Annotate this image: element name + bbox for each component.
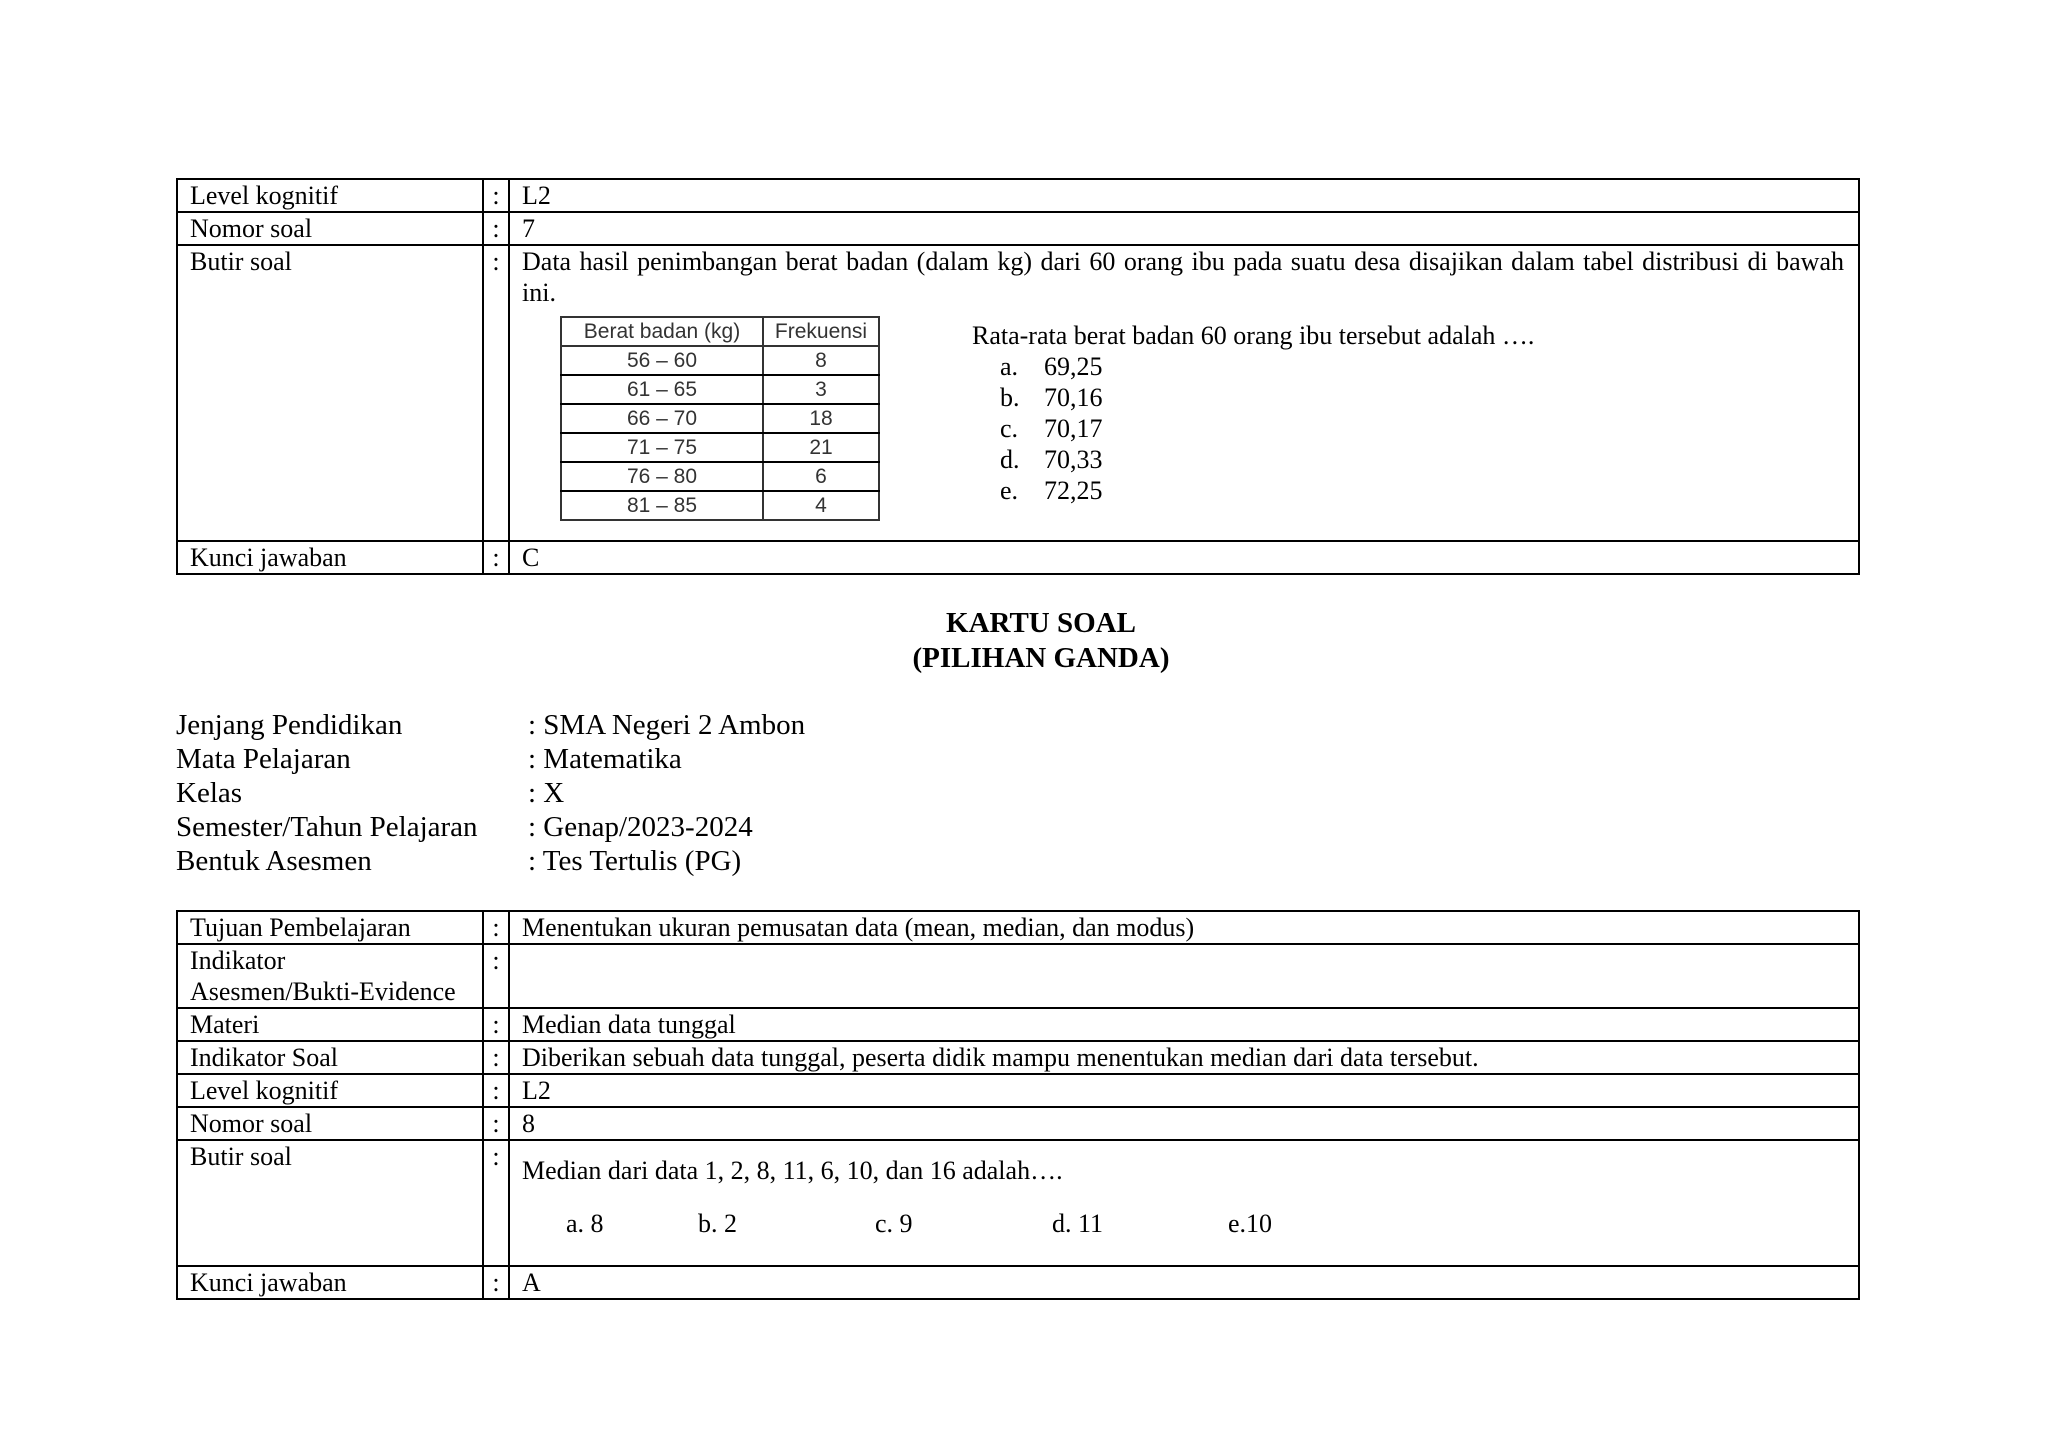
card-meta — [176, 708, 805, 878]
row-label: Nomor soal — [177, 212, 483, 245]
header-frekuensi: Frekuensi — [763, 317, 879, 346]
answer-options — [972, 320, 1534, 506]
option-letter: d. — [1000, 445, 1020, 474]
row-level-kognitif — [177, 179, 1859, 212]
table-row — [561, 346, 879, 375]
option-text: 70,16 — [1044, 383, 1103, 412]
table-cell: 21 — [763, 433, 879, 462]
option-c — [972, 413, 1534, 444]
row-value: L2 — [509, 179, 1859, 212]
row-label: Level kognitif — [177, 179, 483, 212]
option-text: 70,33 — [1044, 445, 1103, 474]
row-value: 8 — [509, 1107, 1859, 1140]
table-row — [561, 462, 879, 491]
card-subtitle: (PILIHAN GANDA) — [912, 642, 1170, 674]
question-prompt: Rata-rata berat badan 60 orang ibu tersebut adalah …. — [972, 321, 1535, 350]
meta-key: Semester/Tahun Pelajaran — [176, 811, 478, 843]
meta-row — [176, 844, 805, 878]
meta-row — [176, 742, 805, 776]
row-kunci-jawaban — [177, 1266, 1859, 1299]
table-row — [561, 433, 879, 462]
row-label: Butir soal — [177, 1140, 483, 1266]
row-value: 7 — [509, 212, 1859, 245]
table-cell: 8 — [763, 346, 879, 375]
row-tujuan-pembelajaran — [177, 911, 1859, 944]
meta-value: : Tes Tertulis (PG) — [528, 845, 742, 877]
row-indikator-asesmen — [177, 944, 1859, 1008]
header-berat-badan: Berat badan (kg) — [561, 317, 763, 346]
question-card-7 — [176, 178, 1860, 575]
table-cell: 4 — [763, 491, 879, 520]
option-d — [972, 444, 1534, 475]
table-cell: 61 – 65 — [561, 375, 763, 404]
row-colon: : — [483, 1008, 509, 1041]
meta-key: Kelas — [176, 777, 243, 809]
row-butir-soal — [177, 1140, 1859, 1266]
row-colon: : — [483, 1074, 509, 1107]
row-label: Indikator Soal — [177, 1041, 483, 1074]
meta-value: : Matematika — [528, 743, 682, 775]
table-cell: 18 — [763, 404, 879, 433]
option-letter: b. — [1000, 383, 1020, 412]
row-kunci-jawaban — [177, 541, 1859, 574]
row-value: A — [509, 1266, 1859, 1299]
option-e: e.10 — [1228, 1209, 1273, 1238]
question-body — [509, 245, 1859, 541]
row-colon: : — [483, 944, 509, 1008]
row-colon: : — [483, 245, 509, 541]
row-value: L2 — [509, 1074, 1859, 1107]
option-text: 70,17 — [1044, 414, 1103, 443]
row-label: Nomor soal — [177, 1107, 483, 1140]
question-card-8 — [176, 910, 1860, 1300]
meta-value: : Genap/2023-2024 — [528, 811, 753, 843]
row-colon: : — [483, 1107, 509, 1140]
row-label: Materi — [177, 1008, 483, 1041]
row-label-line: Asesmen/Bukti-Evidence — [190, 977, 456, 1006]
option-b — [972, 382, 1534, 413]
option-a: a. 8 — [566, 1209, 604, 1238]
row-value: Median data tunggal — [509, 1008, 1859, 1041]
row-colon: : — [483, 212, 509, 245]
question-body — [509, 1140, 1859, 1266]
row-colon: : — [483, 1041, 509, 1074]
question-text: Data hasil penimbangan berat badan (dalam kg) dari 60 orang ibu pada suatu desa disajikan dalam tabel distribusi di bawah ini. — [522, 247, 1844, 307]
row-label-line: Indikator — [190, 946, 286, 975]
row-colon: : — [483, 911, 509, 944]
row-colon: : — [483, 1266, 509, 1299]
row-value — [509, 944, 1859, 1008]
row-value: C — [509, 541, 1859, 574]
row-colon: : — [483, 1140, 509, 1266]
table-cell: 81 – 85 — [561, 491, 763, 520]
table-cell: 56 – 60 — [561, 346, 763, 375]
row-colon: : — [483, 541, 509, 574]
row-materi — [177, 1008, 1859, 1041]
table-cell: 71 – 75 — [561, 433, 763, 462]
option-a — [972, 351, 1534, 382]
row-nomor-soal — [177, 212, 1859, 245]
table-cell: 66 – 70 — [561, 404, 763, 433]
option-letter: e. — [1000, 476, 1019, 505]
meta-value: : SMA Negeri 2 Ambon — [528, 709, 806, 741]
meta-key: Bentuk Asesmen — [176, 845, 372, 877]
row-label: Kunci jawaban — [177, 1266, 483, 1299]
row-indikator-soal — [177, 1041, 1859, 1074]
option-text: 69,25 — [1044, 352, 1103, 381]
row-label: Butir soal — [177, 245, 483, 541]
meta-key: Jenjang Pendidikan — [176, 709, 403, 741]
answer-options — [522, 1198, 1844, 1258]
row-value: Diberikan sebuah data tunggal, peserta didik mampu menentukan median dari data tersebut. — [509, 1041, 1859, 1074]
option-b: b. 2 — [698, 1209, 737, 1238]
table-cell: 6 — [763, 462, 879, 491]
meta-row — [176, 810, 805, 844]
table-row — [561, 375, 879, 404]
option-text: 72,25 — [1044, 476, 1103, 505]
row-value: Menentukan ukuran pemusatan data (mean, median, dan modus) — [509, 911, 1859, 944]
table-row — [561, 491, 879, 520]
meta-row — [176, 708, 805, 742]
meta-key: Mata Pelajaran — [176, 743, 351, 775]
row-butir-soal — [177, 245, 1859, 541]
table-cell: 76 – 80 — [561, 462, 763, 491]
meta-row — [176, 776, 805, 810]
card-title: KARTU SOAL — [946, 607, 1136, 639]
row-label — [177, 944, 483, 1008]
option-c: c. 9 — [875, 1209, 913, 1238]
row-label: Tujuan Pembelajaran — [177, 911, 483, 944]
option-letter: a. — [1000, 352, 1019, 381]
row-nomor-soal — [177, 1107, 1859, 1140]
row-label: Level kognitif — [177, 1074, 483, 1107]
option-e — [972, 475, 1534, 506]
option-letter: c. — [1000, 414, 1019, 443]
option-d: d. 11 — [1052, 1209, 1104, 1238]
table-cell: 3 — [763, 375, 879, 404]
row-level-kognitif — [177, 1074, 1859, 1107]
meta-value: : X — [528, 777, 565, 809]
frequency-table — [560, 316, 880, 521]
question-text: Median dari data 1, 2, 8, 11, 6, 10, dan 16 adalah…. — [522, 1156, 1063, 1185]
frequency-table-header — [561, 317, 879, 346]
row-label: Kunci jawaban — [177, 541, 483, 574]
table-row — [561, 404, 879, 433]
question-content — [522, 308, 1844, 538]
row-colon: : — [483, 179, 509, 212]
